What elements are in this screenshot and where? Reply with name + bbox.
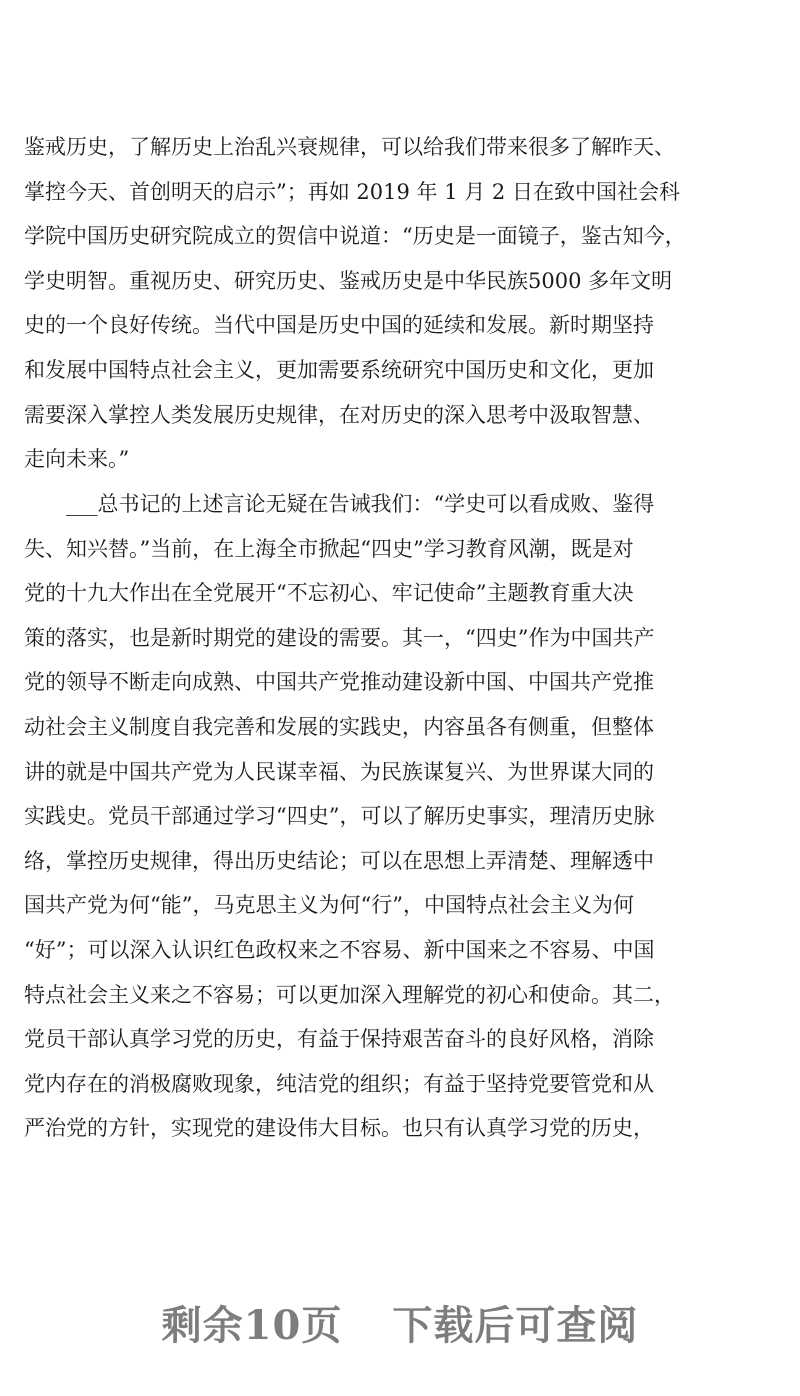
- text-line: 史的一个良好传统。当代中国是历史中国的延续和发展。新时期坚持: [24, 313, 654, 338]
- text-line: 党内存在的消极腐败现象，纯洁党的组织；有益于坚持党要管党和从: [24, 1071, 654, 1096]
- text-line: 走向未来。”: [24, 447, 130, 472]
- text-line: 动社会主义制度自我完善和发展的实践史，内容虽各有侧重，但整体: [24, 714, 654, 739]
- text-line: 学史明智。重视历史、研究历史、鉴戒历史是中华民族5000 多年文明: [24, 268, 673, 293]
- text-line: 鉴戒历史，了解历史上治乱兴衰规律，可以给我们带来很多了解昨天、: [24, 135, 675, 159]
- text-line: 特点社会主义来之不容易；可以更加深入理解党的初心和使命。其二，: [24, 982, 675, 1007]
- text-line: 络，掌控历史规律，得出历史结论；可以在思想上弄清楚、理解透中: [24, 848, 654, 873]
- text-line: 需要深入掌控人类发展历史规律，在对历史的深入思考中汲取智慧、: [24, 402, 654, 427]
- paragraph-main: [24, 482, 780, 1151]
- text-line: ___总书记的上述言论无疑在告诫我们：“学史可以看成败、鉴得: [24, 492, 655, 516]
- text-line: 和发展中国特点社会主义，更加需要系统研究中国历史和文化，更加: [24, 357, 654, 382]
- remaining-pages-label[interactable]: 剩余10页: [161, 1301, 343, 1349]
- text-line: 讲的就是中国共产党为人民谋幸福、为民族谋复兴、为世界谋大同的: [24, 759, 654, 784]
- text-line: 国共产党为何“能”，马克思主义为何“行”，中国特点社会主义为何: [24, 893, 634, 918]
- paragraph-continuation: [24, 125, 780, 482]
- text-line: 党的领导不断走向成熟、中国共产党推动建设新中国、中国共产党推: [24, 670, 654, 695]
- download-prompt-label[interactable]: 下载后可查阅: [392, 1301, 639, 1349]
- text-line: 党的十九大作出在全党展开“不忘初心、牢记使命”主题教育重大决: [24, 581, 634, 606]
- text-line: 学院中国历史研究院成立的贺信中说道：“历史是一面镜子，鉴古知今，: [24, 224, 686, 249]
- text-line: 严治党的方针，实现党的建设伟大目标。也只有认真学习党的历史，: [24, 1116, 654, 1141]
- text-line: 党员干部认真学习党的历史，有益于保持艰苦奋斗的良好风格，消除: [24, 1027, 654, 1052]
- text-line: 策的落实，也是新时期党的建设的需要。其一，“四史”作为中国共产: [24, 625, 655, 650]
- text-line: 掌控今天、首创明天的启示”；再如 2019 年 1 月 2 日在致中国社会科: [24, 179, 680, 204]
- text-line: “好”；可以深入认识红色政权来之不容易、新中国来之不容易、中国: [24, 937, 655, 962]
- text-line: 失、知兴替。”当前，在上海全市掀起“四史”学习教育风潮，既是对: [24, 536, 634, 561]
- text-line: 实践史。党员干部通过学习“四史”，可以了解历史事实，理清历史脉: [24, 804, 655, 829]
- download-banner[interactable]: [0, 1292, 800, 1352]
